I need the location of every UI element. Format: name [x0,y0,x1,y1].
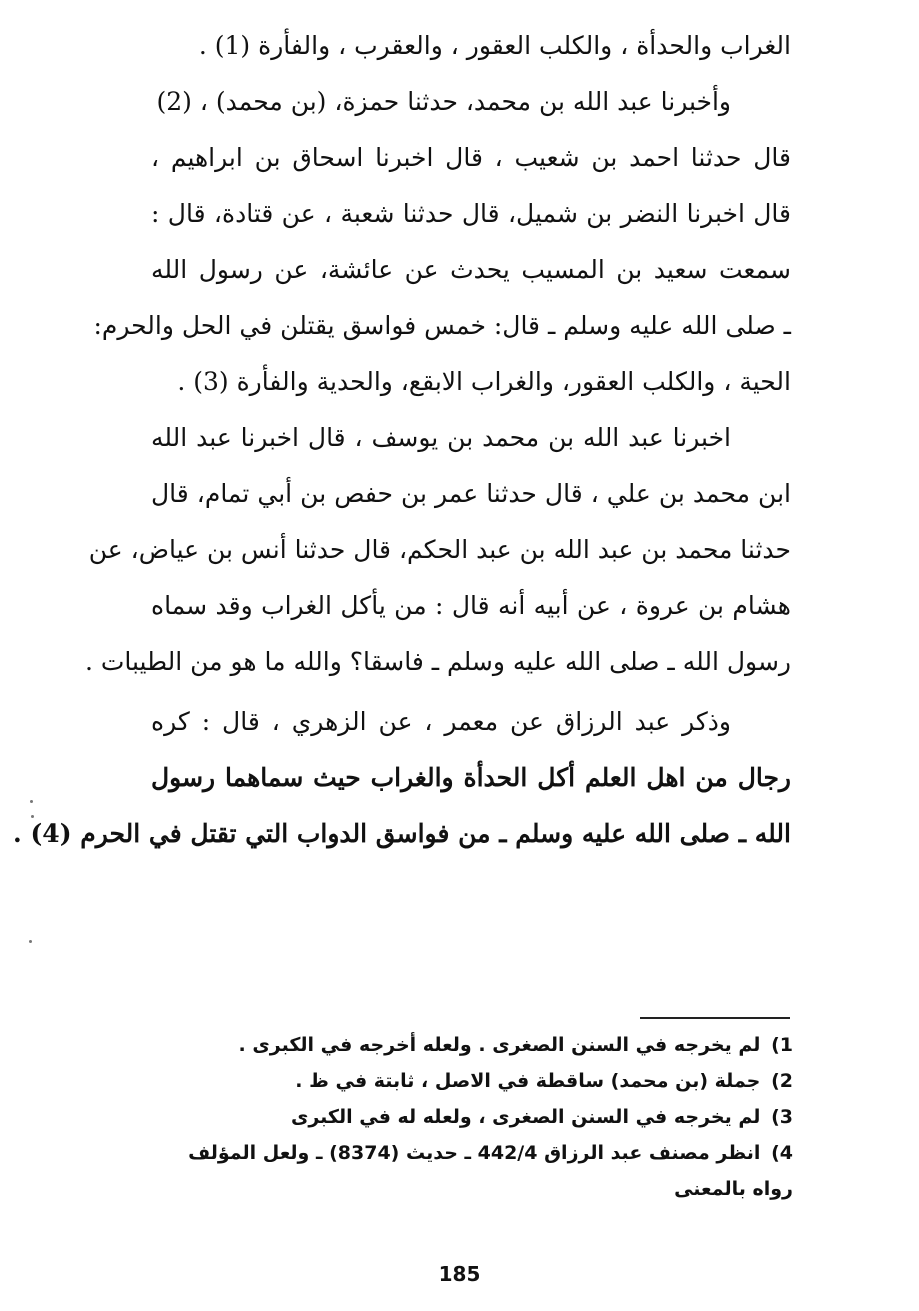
text-line: الحية ، والكلب العقور، والغراب الابقع، والحدية والفأرة (3) . [177,367,791,396]
text-line: قال اخبرنا النضر بن شميل، قال حدثنا شعبة ، عن قتادة، قال : [151,199,791,228]
text-line: ابن محمد بن علي ، قال حدثنا عمر بن حفص بن أبي تمام، قال [151,479,791,508]
scan-speck [30,800,33,803]
footnote-number: 3) [771,1106,793,1128]
footnotes [153,1027,793,1207]
text-line: رسول الله ـ صلى الله عليه وسلم ـ فاسقا؟ والله ما هو من الطيبات . [84,647,791,676]
text-line: ـ صلى الله عليه وسلم ـ قال: خمس فواسق يقتلن في الحل والحرم: [93,311,791,340]
footnote [153,1099,793,1135]
main-text-paragraph-3 [13,694,791,862]
footnote-text: لم يخرجه في السنن الصغرى . ولعله أخرجه في الكبرى . [238,1034,761,1056]
footnote-continuation [153,1171,793,1207]
footnote-text: انظر مصنف عبد الرزاق 442/4 ـ حديث (8374) ـ ولعل المؤلف [188,1142,761,1164]
text-line: سمعت سعيد بن المسيب يحدث عن عائشة، عن رسول الله [151,255,791,284]
main-text-paragraph-2 [84,410,791,690]
main-text [93,18,791,410]
text-line: هشام بن عروة ، عن أبيه أنه قال : من يأكل الغراب وقد سماه [151,591,791,620]
footnote-number: 2) [771,1070,793,1092]
footnote [153,1135,793,1171]
footnote-divider [640,1017,790,1019]
page-number: 185 [438,1262,481,1286]
footnote-text: جملة (بن محمد) ساقطة في الاصل ، ثابتة في ظ . [295,1070,761,1092]
text-line: رجال من اهل العلم أكل الحدأة والغراب حيث سماهما رسول [151,763,791,792]
text-line: الله ـ صلى الله عليه وسلم ـ من فواسق الدواب التي تقتل في الحرم (4) . [13,819,791,848]
footnote-text: رواه بالمعنى [674,1178,793,1200]
text-line: وذكر عبد الرزاق عن معمر ، عن الزهري ، قال : كره [151,707,731,736]
footnote-number: 1) [771,1034,793,1056]
text-line: وأخبرنا عبد الله بن محمد، حدثنا حمزة، (بن محمد) ، (2) [156,87,731,116]
text-line: الغراب والحدأة ، والكلب العقور ، والعقرب ، والفأرة (1) . [198,31,791,60]
text-line: اخبرنا عبد الله بن محمد بن يوسف ، قال اخبرنا عبد الله [151,423,731,452]
text-line: حدثنا محمد بن عبد الله بن عبد الحكم، قال حدثنا أنس بن عياض، عن [88,535,791,564]
footnote [153,1027,793,1063]
footnote-text: لم يخرجه في السنن الصغرى ، ولعله له في الكبرى [290,1106,761,1128]
footnote-number: 4) [771,1142,793,1164]
scan-speck [29,940,32,943]
text-line: قال حدثنا احمد بن شعيب ، قال اخبرنا اسحاق بن ابراهيم ، [151,143,791,172]
footnote [153,1063,793,1099]
scan-speck [31,815,34,818]
